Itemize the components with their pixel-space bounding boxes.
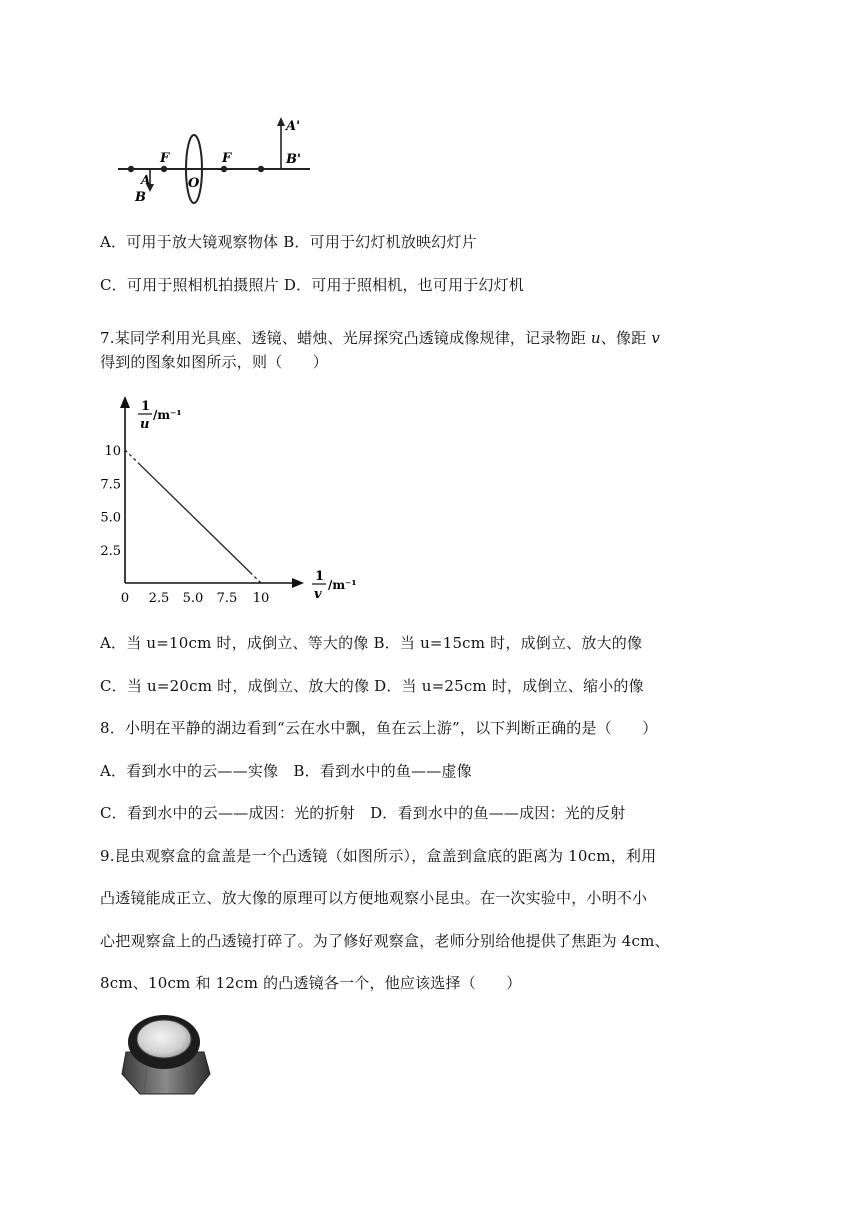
q8-stem: 8．小明在平静的湖边看到“云在水中飘，鱼在云上游”，以下判断正确的是（ ） (100, 719, 658, 737)
x-tick-label: 7.5 (216, 591, 238, 606)
q9-stem-line3: 心把观察盒上的凸透镜打碎了。为了修好观察盒，老师分别给他提供了焦距为 4cm、 (100, 932, 670, 950)
x-tick-label: 0 (120, 591, 130, 606)
y-label-denominator: u (140, 417, 150, 432)
x-label-numerator: 1 (315, 569, 325, 584)
q8-options-ab: A．看到水中的云——实像 B．看到水中的鱼——虚像 (100, 762, 472, 780)
point-f-right (221, 166, 227, 172)
q8-options-cd: C．看到水中的云——成因：光的折射 D．看到水中的鱼——成因：光的反射 (100, 804, 626, 822)
insect-box-illustration (118, 1012, 218, 1097)
q7-options-ab: A．当 u=10cm 时，成倒立、等大的像 B．当 u=15cm 时，成倒立、放大的像 (100, 634, 643, 652)
point-f-left (161, 166, 167, 172)
q6-options-cd: C．可用于照相机拍摄照片 D．可用于照相机，也可用于幻灯机 (100, 276, 525, 294)
label-f-right: F (222, 151, 232, 166)
q7-options-cd: C．当 u=20cm 时，成倒立、放大的像 D．当 u=25cm 时，成倒立、缩小的像 (100, 677, 644, 695)
q7-stem-line2: 得到的图象如图所示，则（ ） (100, 353, 329, 371)
y-label-numerator: 1 (141, 399, 151, 414)
y-tick-label: 2.5 (100, 543, 121, 559)
point-2f-right (258, 166, 264, 172)
y-axis-arrow (120, 396, 130, 408)
y-tick-label: 7.5 (100, 477, 121, 493)
label-a-prime: A' (286, 119, 301, 134)
q9-stem-line1: 9.昆虫观察盒的盒盖是一个凸透镜（如图所示），盒盖到盒底的距离为 10cm，利用 (100, 847, 657, 865)
q7-stem-mid: 、像距 (600, 329, 652, 347)
line-dashed-segment (125, 450, 139, 463)
inverse-distance-chart (100, 390, 368, 610)
x-tick-label: 5.0 (182, 591, 204, 606)
y-label-unit: /m⁻¹ (153, 408, 182, 422)
x-tick-label: 10 (252, 591, 270, 606)
x-label-unit: /m⁻¹ (328, 578, 357, 592)
q9-stem-line4: 8cm、10cm 和 12cm 的凸透镜各一个，他应该选择（ ） (100, 974, 522, 992)
q7-stem-v: v (651, 329, 661, 347)
q6-options-ab: A．可用于放大镜观察物体 B．可用于幻灯机放映幻灯片 (100, 233, 477, 251)
line-solid-segment (139, 463, 251, 572)
q9-stem-line2: 凸透镜能成正立、放大像的原理可以方便地观察小昆虫。在一次实验中，小明不小 (100, 889, 648, 907)
y-tick-label: 10 (104, 444, 121, 459)
x-label-denominator: v (314, 587, 322, 602)
q7-stem-pre: 7.某同学利用光具座、透镜、蜡烛、光屏探究凸透镜成像规律，记录物距 (100, 329, 591, 347)
x-axis-arrow (292, 578, 304, 588)
q7-stem-line1 (100, 327, 660, 348)
lens-diagram (110, 112, 330, 212)
lens-glass-icon (137, 1020, 191, 1058)
y-tick-label: 5.0 (100, 510, 121, 526)
line-dashed-segment (250, 572, 261, 583)
q7-stem-u: u (590, 329, 601, 347)
x-tick-label: 2.5 (148, 591, 170, 606)
point-2f-left (128, 166, 134, 172)
label-b-prime: B' (286, 152, 301, 167)
image-arrow-head (277, 117, 285, 126)
label-b: B (135, 190, 146, 205)
label-a: A (141, 173, 151, 187)
label-f-left: F (160, 151, 170, 166)
label-o: O (188, 176, 200, 191)
